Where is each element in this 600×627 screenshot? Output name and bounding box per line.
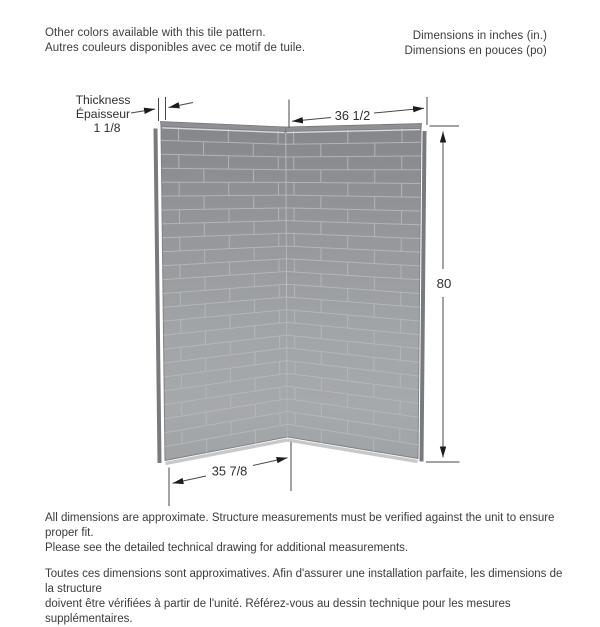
bottom-width-arrow-left <box>173 476 207 483</box>
thickness-dimension <box>131 97 193 121</box>
units-note-fr: Dimensions en pouces (po) <box>404 44 547 57</box>
thickness-label-fr: Épaisseur <box>75 107 131 121</box>
thickness-label <box>76 93 131 135</box>
thickness-value: 1 1/8 <box>93 121 121 135</box>
top-width-value: 36 1/2 <box>334 108 371 123</box>
right-panel-side-edge <box>422 131 425 462</box>
bottom-width-value: 35 7/8 <box>211 463 248 479</box>
disclaimer-en-line1: All dimensions are approximate. Structure measurements must be verified against the unit to ensure proper fit. <box>45 512 555 539</box>
top-width-arrow-left <box>292 118 331 122</box>
left-panel-side-edge <box>156 129 160 464</box>
bottom-width-arrow-right <box>253 458 288 466</box>
units-note-en: Dimensions in inches (in.) <box>412 30 547 42</box>
disclaimer-en <box>45 511 570 556</box>
top-width-arrow-right <box>374 108 424 113</box>
thickness-label-en: Thickness <box>75 93 131 107</box>
color-note-fr: Autres couleurs disponibles avec ce motif de tuile. <box>45 41 306 54</box>
height-dimension <box>426 126 460 462</box>
disclaimer-fr-line1: Toutes ces dimensions sont approximatives. Afin d'assurer une installation parfaite, les dimensions de la structure <box>45 568 563 595</box>
thickness-arrow-right <box>169 103 194 108</box>
color-note-en: Other colors available with this tile pattern. <box>45 27 266 39</box>
disclaimer-en-line2: Please see the detailed technical drawing for additional measurements. <box>45 542 409 554</box>
disclaimer-fr-line2: doivent être vérifiées à partir de l'unité. Référez-vous au dessin technique pour les mesures supplémentaires. <box>45 598 511 625</box>
thickness-leader-arrow <box>131 109 155 113</box>
height-value: 80 <box>436 276 452 291</box>
disclaimer-fr <box>45 567 570 627</box>
dimension-disclaimer <box>45 511 570 627</box>
